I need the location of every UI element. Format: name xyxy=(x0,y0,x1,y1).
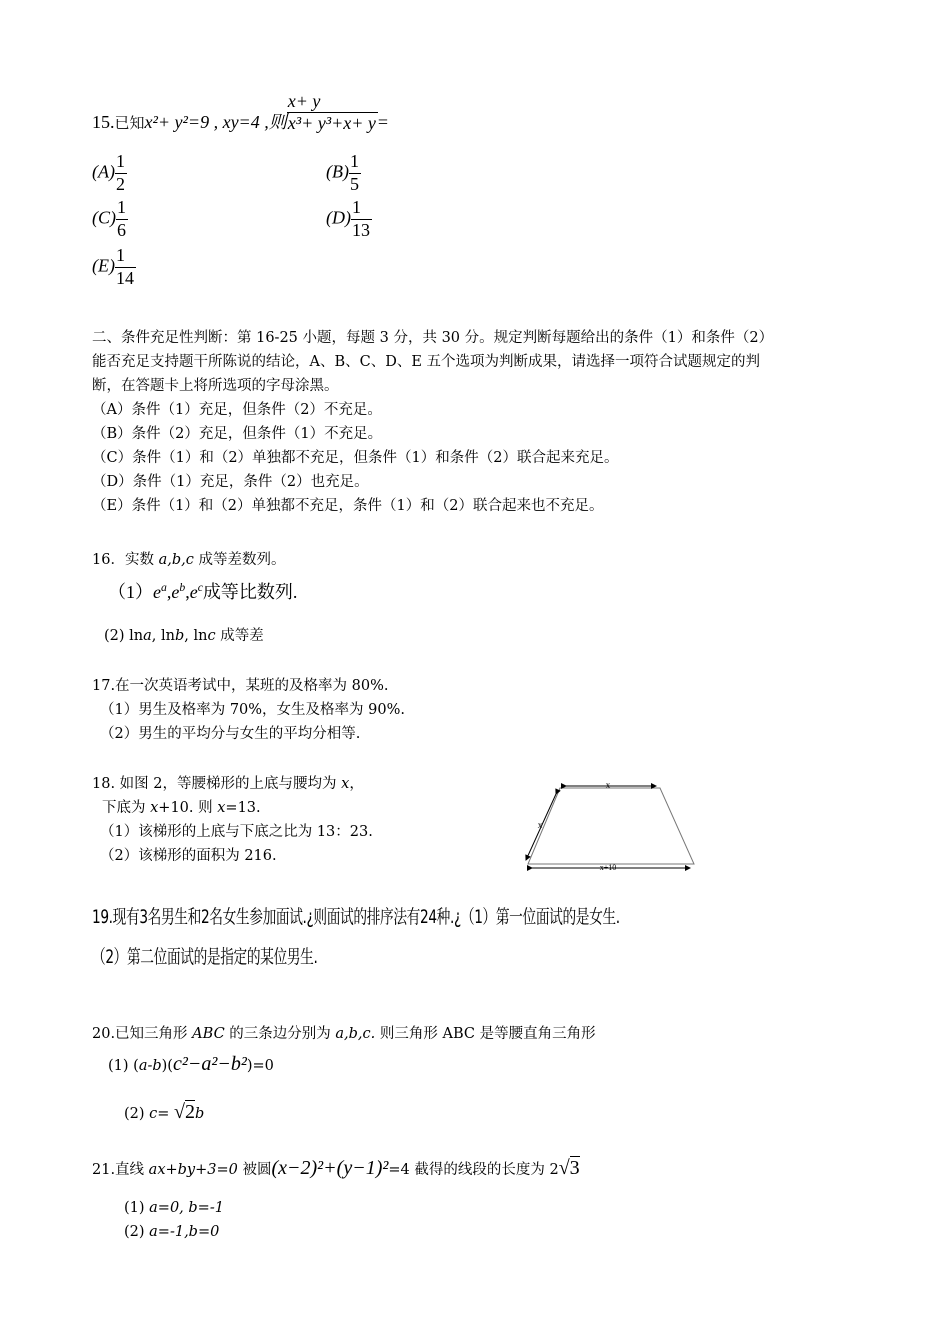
cond-label: (2) xyxy=(124,1224,150,1240)
var-x: x xyxy=(150,800,159,816)
choice-d: （D）条件（1）充足，条件（2）也充足。 xyxy=(92,474,369,490)
q20-condition-2 xyxy=(124,1100,204,1126)
q18-text: 下底为 xyxy=(102,800,151,816)
cond-values: a=0, b=-1 xyxy=(149,1200,224,1216)
q18-text: 18. 如图 2，等腰梯形的上底与腰均为 xyxy=(92,776,342,792)
cond-label: (1) xyxy=(124,1200,150,1216)
cond-label: (1) ( xyxy=(108,1058,139,1074)
var-x: x xyxy=(341,776,350,792)
q21-condition-1 xyxy=(124,1196,224,1220)
frac-den: 5 xyxy=(349,173,359,194)
q15-option-c xyxy=(92,198,128,241)
q16-stem-text: 16．实数 xyxy=(92,552,159,568)
intro-line: 断，在答题卡上将所选项的字母涂黑。 xyxy=(92,378,339,394)
q20-text: 20.已知三角形 xyxy=(92,1026,193,1042)
q20-condition-1 xyxy=(108,1052,274,1078)
option-fraction xyxy=(115,246,136,289)
option-label: (B) xyxy=(326,161,349,182)
pythag-expr: c²−a²−b² xyxy=(172,1053,247,1075)
option-fraction xyxy=(116,198,128,241)
choice-b: （B）条件（2）充足，但条件（1）不充足。 xyxy=(92,426,383,442)
q16-stem-end: 成等差数列。 xyxy=(193,552,286,568)
frac-num: 1 xyxy=(115,152,127,174)
q15-equation: x²+ y²=9 , xy=4 , xyxy=(144,112,269,132)
q17 xyxy=(92,674,405,746)
q18-text: +10. 则 xyxy=(158,800,218,816)
q15-option-e xyxy=(92,246,136,289)
q15-option-b xyxy=(326,152,361,195)
section2-intro xyxy=(92,326,773,518)
option-label: (D) xyxy=(326,207,351,228)
cond2-end: 成等差 xyxy=(215,628,264,644)
q18-text: =13. xyxy=(225,800,261,816)
q15-then: 则 xyxy=(268,112,287,132)
q21-conditions xyxy=(124,1196,224,1244)
q15-frac-num: x+ y xyxy=(287,92,378,114)
q18-condition-1: （1）该梯形的上底与下底之比为 13：23. xyxy=(100,824,373,840)
choice-a: （A）条件（1）充足，但条件（2）不充足。 xyxy=(92,402,382,418)
sup-b: b xyxy=(179,581,186,594)
q17-condition-2: （2）男生的平均分与女生的平均分相等. xyxy=(100,726,361,742)
radicand: 3 xyxy=(569,1157,580,1179)
sup-a: a xyxy=(161,581,167,594)
frac-num: 1 xyxy=(116,198,128,220)
ln-3: , ln xyxy=(184,628,208,644)
q15-number: 15. xyxy=(92,112,115,132)
option-label: (C) xyxy=(92,207,116,228)
q18-stem-2 xyxy=(92,796,373,820)
base-e: e xyxy=(153,582,161,602)
cond1-text: 成等比数列. xyxy=(202,582,298,602)
choice-e: （E）条件（1）和（2）单独都不充足，条件（1）和（2）联合起来也不充足。 xyxy=(92,498,604,514)
choice-c: （C）条件（1）和（2）单独都不充足，但条件（1）和条件（2）联合起来充足。 xyxy=(92,450,619,466)
q15-lead: 已知 xyxy=(114,116,145,132)
q18-condition-2: （2）该梯形的面积为 216. xyxy=(100,848,277,864)
q15-equals: = xyxy=(377,112,389,132)
top-label: x xyxy=(605,780,611,790)
q19-line-2: （2）第二位面试的是指定的某位男生. xyxy=(92,946,318,968)
frac-num: 1 xyxy=(351,198,372,220)
var-b: b xyxy=(195,1106,205,1122)
q16-condition-2 xyxy=(104,624,264,648)
side-label: x xyxy=(537,820,543,830)
q17-stem: 17.在一次英语考试中，某班的及格率为 80%. xyxy=(92,678,389,694)
q20-stem xyxy=(92,1022,596,1046)
q18-comma: ， xyxy=(349,776,364,792)
equals-zero: )=0 xyxy=(246,1058,274,1074)
cond-label: (2) xyxy=(124,1106,150,1122)
cond-values: a=-1,b=0 xyxy=(149,1224,220,1240)
frac-den: 2 xyxy=(115,173,125,194)
bottom-label: x+10 xyxy=(599,863,617,872)
frac-num: 1 xyxy=(115,246,136,268)
side-vars: a,b,c. xyxy=(335,1026,376,1042)
q18 xyxy=(92,772,373,868)
var-a: a xyxy=(143,628,152,644)
var-b: b xyxy=(174,628,185,644)
q20-text: 则三角形 ABC 是等腰直角三角形 xyxy=(375,1026,596,1042)
q19-line-1: 19.现有3名男生和2名女生参加面试.¿则面试的排序法有24种.¿（1）第一位面试的是女生. xyxy=(92,906,620,928)
frac-num: 1 xyxy=(349,152,361,174)
frac-den: 14 xyxy=(115,267,134,288)
var-c: c xyxy=(207,628,216,644)
q15-frac-den: x³+ y³+x+ y xyxy=(287,113,376,134)
trapezoid-shape xyxy=(528,788,694,864)
cond-label: （1） xyxy=(108,582,153,602)
ln-2: , ln xyxy=(151,628,175,644)
ln-1: (2) ln xyxy=(104,628,144,644)
circle-equation: (x−2)²+(y−1)² xyxy=(271,1157,389,1179)
q21-condition-2 xyxy=(124,1220,224,1244)
q16-condition-1: $(1)e^a,e^b,e^c$成等比数列. xyxy=(108,581,298,602)
frac-den: 6 xyxy=(117,219,126,240)
sqrt-symbol: √2 xyxy=(174,1101,196,1123)
option-fraction xyxy=(349,152,361,195)
q15-stem xyxy=(92,90,389,134)
var-x: x xyxy=(217,800,226,816)
option-label: (A) xyxy=(92,161,115,182)
q21-stem xyxy=(92,1156,580,1182)
sup-c: c xyxy=(197,581,203,594)
paren: )( xyxy=(161,1058,173,1074)
q15-option-d xyxy=(326,198,372,241)
radicand: 2 xyxy=(185,1101,196,1123)
q21-text: 21.直线 xyxy=(92,1162,149,1178)
q16-stem xyxy=(92,548,285,572)
intro-line: 能否充足支持题干所陈说的结论，A、B、C、D、E 五个选项为判断成果，请选择一项符合试题规定的判 xyxy=(92,354,761,370)
equals: = xyxy=(157,1106,175,1122)
q15-option-a xyxy=(92,152,127,195)
sqrt-symbol: √3 xyxy=(558,1157,580,1179)
q21-text: =4 截得的线段的长度为 2 xyxy=(388,1162,559,1178)
var-c: c xyxy=(149,1106,158,1122)
q15-fraction xyxy=(287,92,378,135)
triangle-name: ABC xyxy=(192,1026,225,1042)
option-label: (E) xyxy=(92,255,115,276)
option-fraction xyxy=(115,152,127,195)
frac-den: 13 xyxy=(352,219,370,240)
option-fraction xyxy=(351,198,372,241)
q21-text: 被圆 xyxy=(237,1162,272,1178)
intro-line: 二、条件充足性判断：第 16-25 小题，每题 3 分，共 30 分。规定判断每题给出的条件（1）和条件（2） xyxy=(92,330,774,346)
a-minus-b: a-b xyxy=(138,1058,162,1074)
line-equation: ax+by+3=0 xyxy=(148,1162,238,1178)
q17-condition-1: （1）男生及格率为 70%，女生及格率为 90%. xyxy=(100,702,406,718)
q20-text: 的三条边分别为 xyxy=(224,1026,336,1042)
trapezoid-figure xyxy=(518,776,700,876)
q16-vars: a,b,c xyxy=(158,552,194,568)
q18-stem-1 xyxy=(92,772,373,796)
